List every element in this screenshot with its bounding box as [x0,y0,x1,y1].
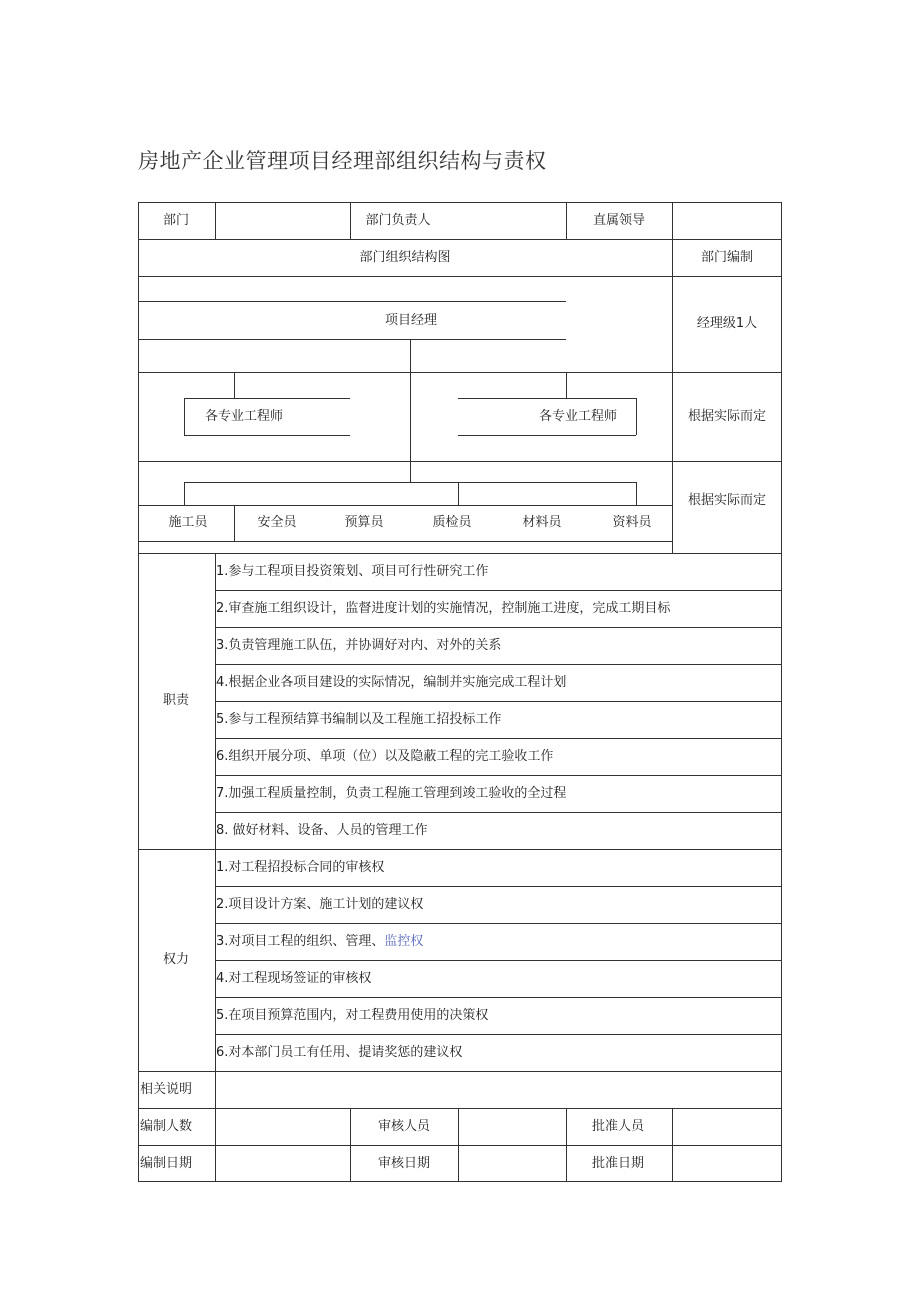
staff-item: 质检员 [432,515,472,530]
reviewer-label: 审核人员 [377,1119,431,1134]
notes-label: 相关说明 [140,1082,193,1097]
staff-staffing: 根据实际而定 [687,493,767,508]
manager-staffing: 经理级1人 [696,316,758,331]
duty-item: 4.根据企业各项目建设的实际情况，编制并实施完成工程计划 [216,675,567,690]
monitoring-link[interactable]: 监控权 [384,934,424,949]
duty-item: 3.负责管理施工队伍，并协调好对内、对外的关系 [216,638,502,653]
org-engineer-left-box: 各专业工程师 [204,409,284,424]
approver-label: 批准人员 [591,1119,645,1134]
engineer-staffing: 根据实际而定 [687,409,767,424]
staff-item: 资料员 [612,515,652,530]
power-item [216,934,423,950]
power-item: 1.对工程招投标合同的审核权 [216,860,385,875]
duty-item: 1.参与工程项目投资策划、项目可行性研究工作 [216,564,489,579]
direct-leader-label: 直属领导 [592,213,646,228]
staffing-label: 部门编制 [700,250,754,265]
duty-item: 2.审查施工组织设计，监督进度计划的实施情况，控制施工进度，完成工期目标 [216,601,671,616]
staff-item: 材料员 [522,515,562,530]
power-item: 4.对工程现场签证的审核权 [216,971,372,986]
duty-item: 8. 做好材料、设备、人员的管理工作 [216,823,428,838]
review-date-label: 审核日期 [377,1156,431,1171]
page-title: 房地产企业管理项目经理部组织结构与责权 [138,149,547,173]
dept-label: 部门 [162,213,190,228]
dept-head-label: 部门负责人 [365,213,431,228]
duty-item: 6.组织开展分项、单项（位）以及隐蔽工程的完工验收工作 [216,749,554,764]
count-label: 编制人数 [140,1119,193,1134]
power-item: 2.项目设计方案、施工计划的建议权 [216,897,424,912]
org-manager-box: 项目经理 [384,313,438,328]
staff-item: 预算员 [344,515,384,530]
staff-item: 安全员 [257,515,297,530]
powers-label: 权力 [162,952,190,967]
org-chart-label: 部门组织结构图 [359,250,451,265]
duty-item: 5.参与工程预结算书编制以及工程施工招投标工作 [216,712,502,727]
duty-item: 7.加强工程质量控制，负责工程施工管理到竣工验收的全过程 [216,786,567,801]
staff-item: 施工员 [168,515,208,530]
approve-date-label: 批准日期 [591,1156,645,1171]
date-label: 编制日期 [140,1156,193,1171]
power-item-text: 3.对项目工程的组织、管理、 [216,934,385,949]
org-engineer-right-box: 各专业工程师 [538,409,618,424]
duties-label: 职责 [162,693,190,708]
power-item: 6.对本部门员工有任用、提请奖惩的建议权 [216,1045,463,1060]
power-item: 5.在项目预算范围内，对工程费用使用的决策权 [216,1008,489,1023]
